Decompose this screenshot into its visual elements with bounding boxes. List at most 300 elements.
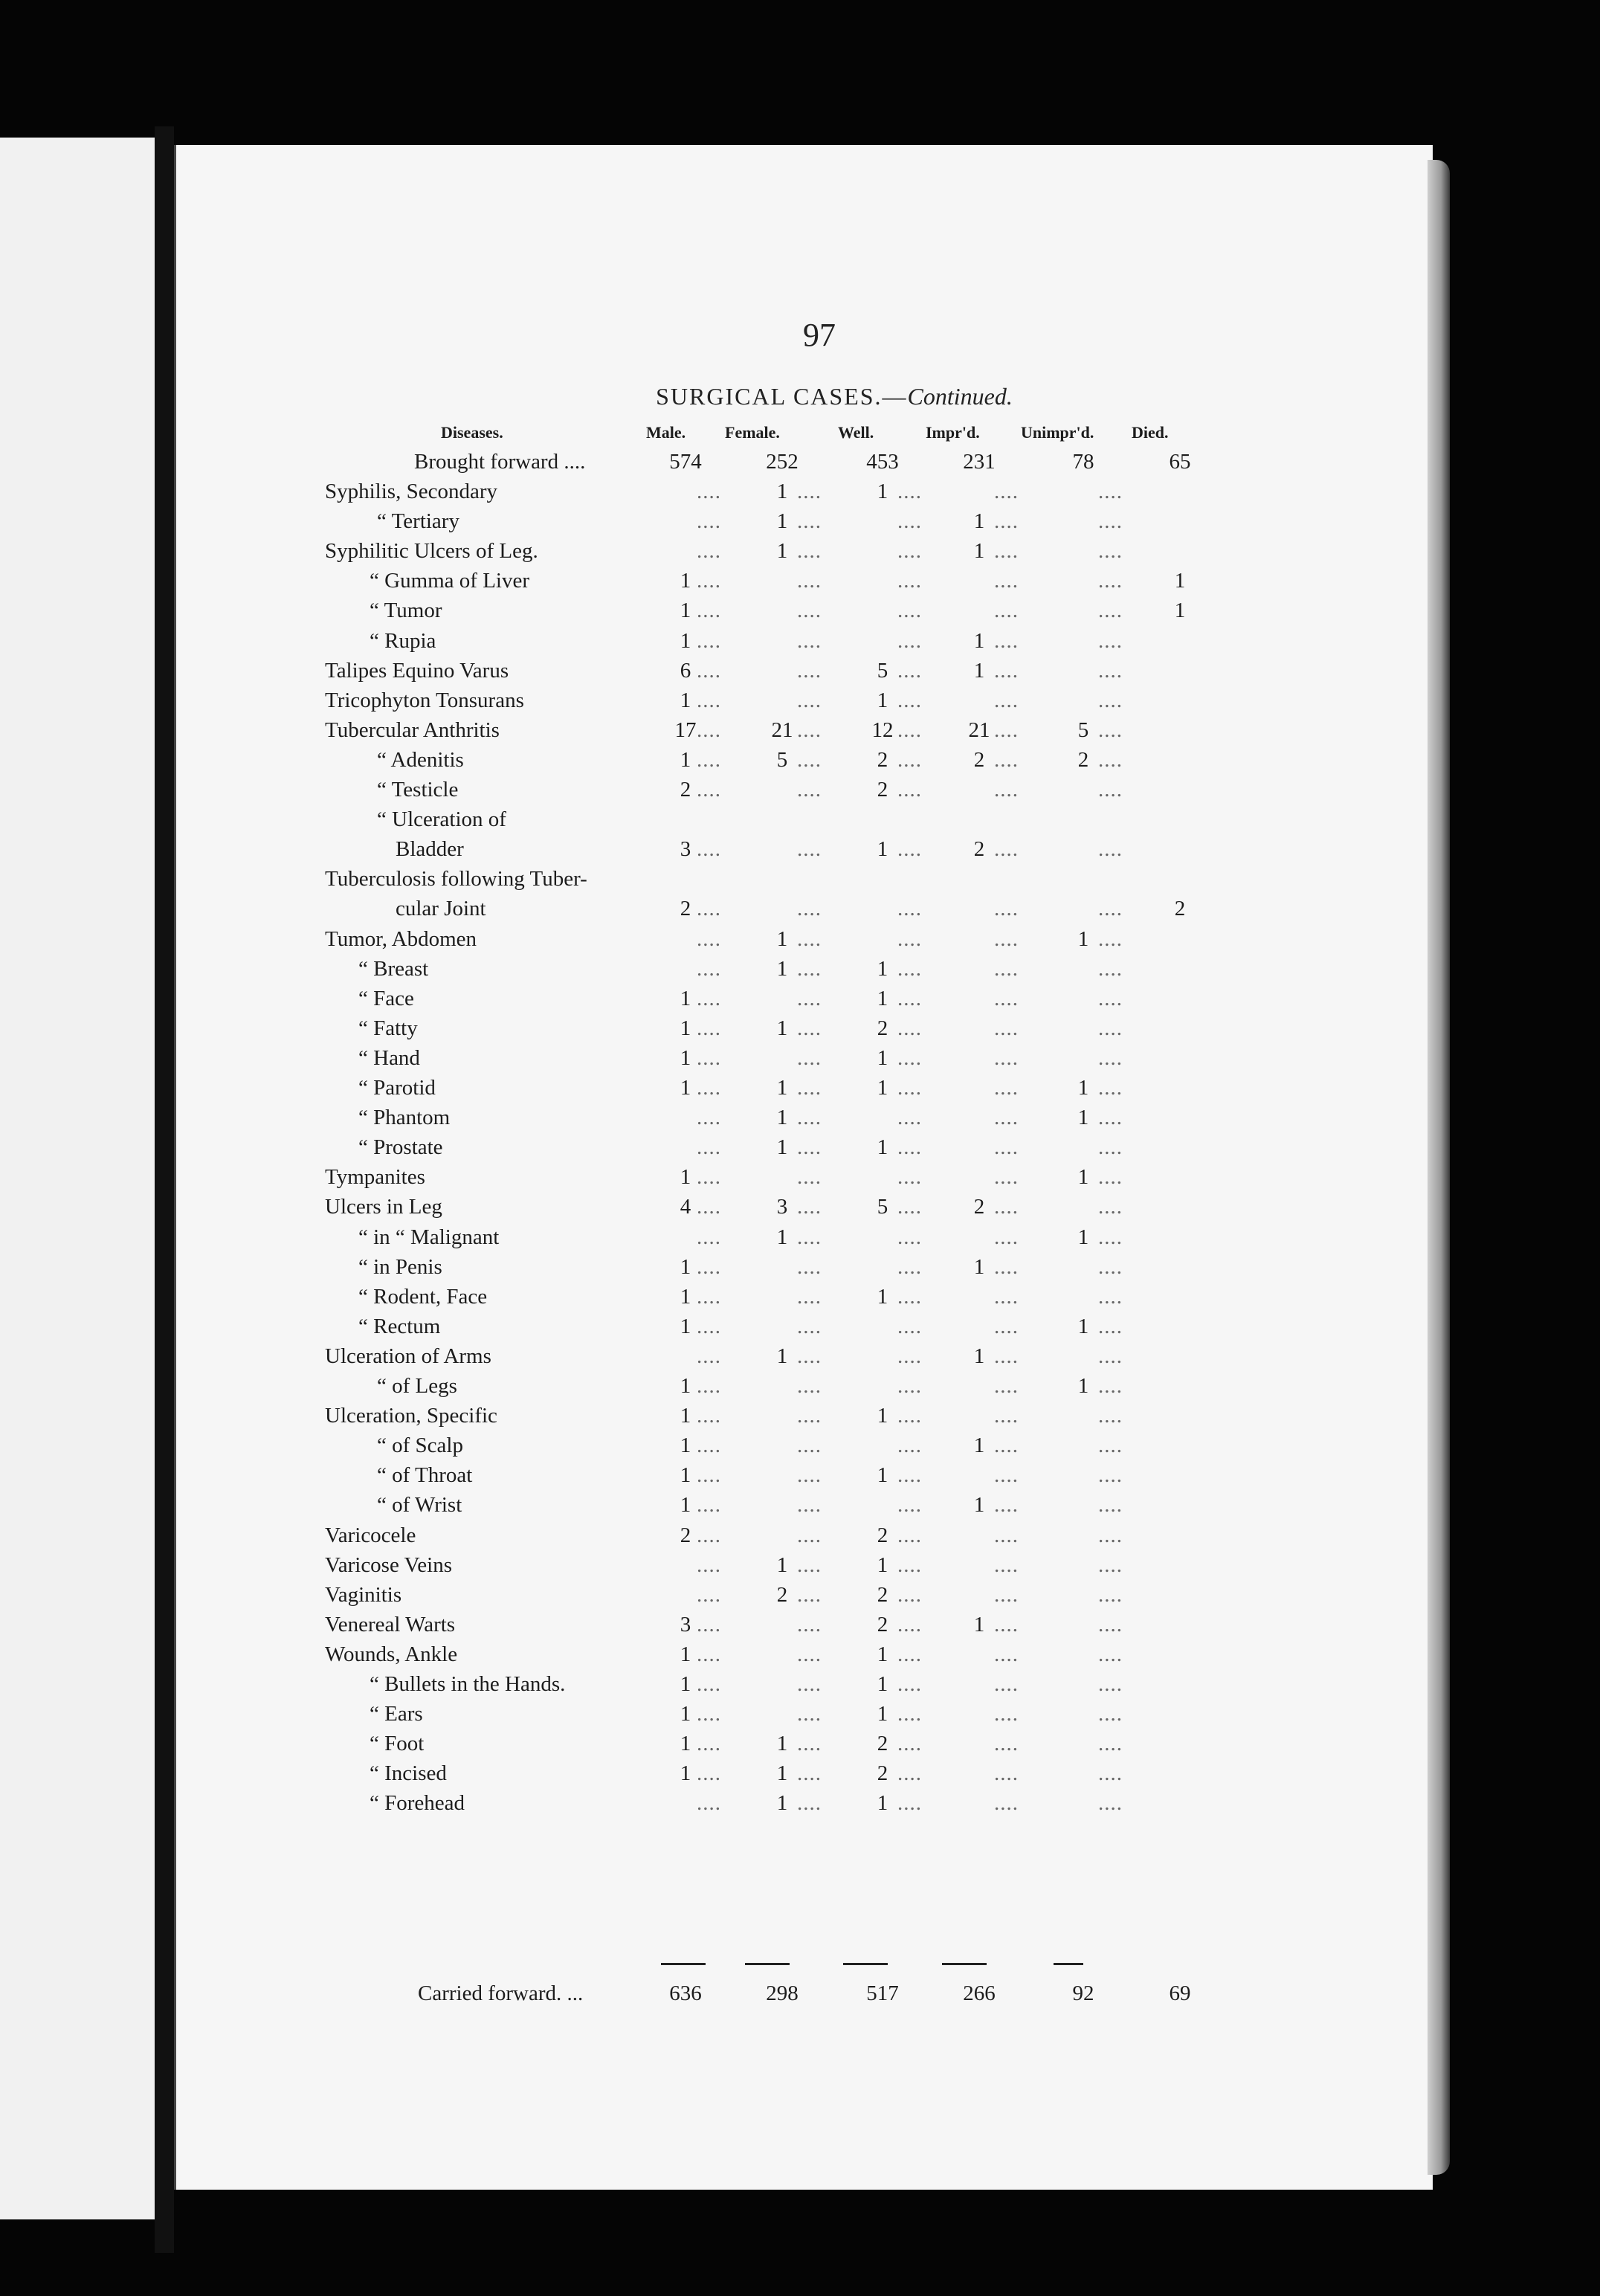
dot-leader: .... [1098,718,1123,742]
disease-label: “ Prostate [358,1135,443,1160]
disease-label: “ Tertiary [377,509,459,534]
dot-leader: .... [1098,1165,1123,1190]
cell-well: 2 [877,747,888,772]
dot-leader: .... [1098,688,1123,712]
disease-label: Tubercular Anthritis [325,718,500,742]
cell-unimpr: 2 [1077,747,1089,772]
table-row [176,1285,1433,1315]
dot-leader: .... [797,1404,822,1428]
dot-leader: .... [1098,628,1123,653]
brought-forward-female: 252 [766,450,799,474]
dot-leader: .... [994,1045,1019,1070]
disease-label: “ Fatty [358,1016,418,1040]
table-row [176,1553,1433,1583]
dot-leader: .... [697,718,721,742]
dot-leader: .... [1098,1672,1123,1696]
dot-leader: .... [797,1791,822,1816]
cell-male: 4 [680,1195,691,1219]
table-row [176,1702,1433,1732]
cell-impr: 1 [973,539,985,564]
cell-well: 2 [877,778,888,802]
cell-male: 1 [680,1761,691,1786]
dot-leader: .... [994,1254,1019,1279]
carried-forward-well: 517 [866,1981,899,2005]
dot-leader: .... [994,1612,1019,1636]
dot-leader: .... [897,1374,922,1398]
cell-well: 2 [877,1582,888,1607]
cell-male: 1 [680,1732,691,1756]
total-rule-female [745,1963,790,1965]
dot-leader: .... [1098,1344,1123,1368]
dot-leader: .... [1098,1195,1123,1219]
dot-leader: .... [1098,1016,1123,1040]
dot-leader: .... [897,1642,922,1666]
cell-well: 2 [877,1016,888,1040]
disease-label: “ Tumor [370,599,442,623]
dot-leader: .... [1098,1642,1123,1666]
cell-well: 1 [877,1076,888,1100]
table-row [176,1761,1433,1791]
cell-female: 1 [776,1791,788,1816]
dot-leader: .... [797,1344,822,1368]
dot-leader: .... [1098,1463,1123,1488]
table-row [176,957,1433,987]
cell-well: 1 [877,837,888,862]
table-row [176,1642,1433,1672]
dot-leader: .... [1098,1552,1123,1577]
dot-leader: .... [797,956,822,981]
table-row [176,629,1433,659]
dot-leader: .... [994,1463,1019,1488]
cell-unimpr: 1 [1077,1076,1089,1100]
header-died: Died. [1132,423,1169,442]
dot-leader: .... [994,1672,1019,1696]
dot-leader: .... [994,1225,1019,1249]
dot-leader: .... [897,1523,922,1547]
book-gutter [155,126,174,2253]
document-page [174,145,1433,2190]
table-row [176,1404,1433,1434]
cell-impr: 1 [973,658,985,683]
cell-impr: 1 [973,1344,985,1368]
table-row [176,837,1433,867]
cell-female: 1 [776,1076,788,1100]
table-row [176,1225,1433,1255]
dot-leader: .... [994,747,1019,772]
dot-leader: .... [897,628,922,653]
dot-leader: .... [697,837,721,862]
dot-leader: .... [1098,1434,1123,1458]
table-row [176,1195,1433,1225]
dot-leader: .... [994,1434,1019,1458]
dot-leader: .... [797,718,822,742]
cell-male: 2 [680,897,691,921]
disease-label: “ of Scalp [377,1434,463,1458]
table-row [176,1672,1433,1702]
dot-leader: .... [797,1493,822,1518]
cell-impr: 1 [973,1612,985,1636]
disease-label: Talipes Equino Varus [325,658,509,683]
cell-male: 1 [680,1254,691,1279]
table-row [176,1493,1433,1523]
dot-leader: .... [697,509,721,534]
cell-female: 5 [776,747,788,772]
cell-male: 1 [680,1463,691,1488]
header-well: Well. [838,423,874,442]
cell-female: 21 [771,718,793,742]
table-row [176,1106,1433,1135]
dot-leader: .... [697,1045,721,1070]
dot-leader: .... [797,926,822,951]
dot-leader: .... [797,897,822,921]
cell-unimpr: 1 [1077,1314,1089,1338]
dot-leader: .... [1098,1314,1123,1338]
cell-well: 12 [871,718,894,742]
cell-unimpr: 1 [1077,1374,1089,1398]
dot-leader: .... [994,1284,1019,1309]
dot-leader: .... [797,1225,822,1249]
cell-well: 5 [877,658,888,683]
dot-leader: .... [994,1552,1019,1577]
disease-label: “ Face [358,986,414,1010]
dot-leader: .... [994,926,1019,951]
dot-leader: .... [897,1016,922,1040]
dot-leader: .... [897,1076,922,1100]
cell-died: 1 [1174,599,1186,623]
dot-leader: .... [897,658,922,683]
dot-leader: .... [897,1284,922,1309]
cell-female: 1 [776,509,788,534]
dot-leader: .... [797,1314,822,1338]
table-row [176,1344,1433,1374]
table-row [176,689,1433,718]
dot-leader: .... [897,1702,922,1726]
cell-died: 2 [1174,897,1186,921]
disease-label: “ of Legs [377,1374,457,1398]
dot-leader: .... [697,1016,721,1040]
dot-leader: .... [1098,1702,1123,1726]
header-diseases: Diseases. [441,423,503,442]
dot-leader: .... [697,1702,721,1726]
cell-female: 1 [776,1344,788,1368]
cell-unimpr: 1 [1077,1106,1089,1130]
dot-leader: .... [1098,1732,1123,1756]
dot-leader: .... [797,1761,822,1786]
cell-female: 1 [776,480,788,503]
table-row [176,1463,1433,1493]
header-improved: Impr'd. [926,423,980,442]
cell-male: 1 [680,688,691,712]
cell-female: 1 [776,1761,788,1786]
dot-leader: .... [697,1523,721,1547]
carried-forward-unimproved: 92 [1072,1981,1094,2005]
dot-leader: .... [897,599,922,623]
cell-female: 1 [776,1225,788,1249]
dot-leader: .... [897,718,922,742]
cell-female: 1 [776,1135,788,1160]
cell-male: 3 [680,837,691,862]
table-row [176,599,1433,628]
brought-forward-label: Brought forward .... [414,450,586,474]
dot-leader: .... [994,956,1019,981]
dot-leader: .... [994,718,1019,742]
cell-well: 2 [877,1761,888,1786]
dot-leader: .... [797,1552,822,1577]
dot-leader: .... [797,1195,822,1219]
dot-leader: .... [797,1106,822,1130]
dot-leader: .... [697,658,721,683]
dot-leader: .... [697,778,721,802]
table-row [176,807,1433,837]
disease-label: Bladder [396,837,464,862]
cell-well: 1 [877,1642,888,1666]
disease-label: Venereal Warts [325,1612,456,1636]
table-row [176,1135,1433,1165]
dot-leader: .... [994,1195,1019,1219]
dot-leader: .... [697,1434,721,1458]
dot-leader: .... [797,1732,822,1756]
dot-leader: .... [994,1404,1019,1428]
dot-leader: .... [697,956,721,981]
cell-well: 1 [877,1135,888,1160]
cell-well: 1 [877,1045,888,1070]
disease-label: Tympanites [325,1165,425,1190]
dot-leader: .... [797,1076,822,1100]
table-row [176,480,1433,509]
dot-leader: .... [697,1284,721,1309]
disease-label: Syphilitic Ulcers of Leg. [325,539,538,564]
dot-leader: .... [697,628,721,653]
dot-leader: .... [1098,956,1123,981]
total-rule-unimproved [1054,1963,1083,1965]
dot-leader: .... [994,1344,1019,1368]
disease-label: “ Incised [370,1761,447,1786]
dot-leader: .... [994,897,1019,921]
cell-male: 2 [680,1523,691,1547]
dot-leader: .... [697,1374,721,1398]
cell-male: 1 [680,1642,691,1666]
dot-leader: .... [697,1463,721,1488]
table-row [176,897,1433,926]
dot-leader: .... [697,986,721,1010]
cell-well: 1 [877,956,888,981]
table-row [176,569,1433,599]
dot-leader: .... [797,1374,822,1398]
dot-leader: .... [797,1642,822,1666]
table-row [176,1016,1433,1046]
dot-leader: .... [994,1135,1019,1160]
disease-label: “ Rupia [370,628,436,653]
dot-leader: .... [1098,1523,1123,1547]
dot-leader: .... [897,539,922,564]
table-row [176,1374,1433,1404]
cell-male: 1 [680,1672,691,1696]
dot-leader: .... [994,1106,1019,1130]
cell-impr: 21 [968,718,990,742]
disease-label: Varicose Veins [325,1552,453,1577]
dot-leader: .... [897,1732,922,1756]
cell-male: 1 [680,986,691,1010]
dot-leader: .... [797,658,822,683]
total-rule-male [661,1963,706,1965]
dot-leader: .... [797,778,822,802]
dot-leader: .... [797,509,822,534]
dot-leader: .... [1098,1254,1123,1279]
dot-leader: .... [897,1135,922,1160]
dot-leader: .... [697,480,721,503]
dot-leader: .... [897,1344,922,1368]
dot-leader: .... [797,1284,822,1309]
dot-leader: .... [797,986,822,1010]
header-unimproved: Unimpr'd. [1021,423,1094,442]
dot-leader: .... [897,1612,922,1636]
cell-impr: 1 [973,1254,985,1279]
dot-leader: .... [697,1225,721,1249]
cell-unimpr: 1 [1077,926,1089,951]
disease-label: Wounds, Ankle [325,1642,458,1666]
dot-leader: .... [797,599,822,623]
cell-impr: 1 [973,1493,985,1518]
cell-female: 3 [776,1195,788,1219]
disease-label: cular Joint [396,897,486,921]
header-female: Female. [725,423,780,442]
cell-impr: 2 [973,747,985,772]
dot-leader: .... [994,1582,1019,1607]
dot-leader: .... [797,1523,822,1547]
disease-label: “ of Wrist [377,1493,462,1518]
dot-leader: .... [994,509,1019,534]
cell-female: 1 [776,926,788,951]
dot-leader: .... [897,1254,922,1279]
cell-well: 1 [877,1702,888,1726]
cell-well: 5 [877,1195,888,1219]
disease-label: “ Hand [358,1045,420,1070]
dot-leader: .... [1098,1284,1123,1309]
dot-leader: .... [897,1195,922,1219]
dot-leader: .... [897,1404,922,1428]
cell-male: 1 [680,599,691,623]
dot-leader: .... [1098,1374,1123,1398]
dot-leader: .... [897,1463,922,1488]
cell-male: 1 [680,1702,691,1726]
dot-leader: .... [797,837,822,862]
dot-leader: .... [1098,1493,1123,1518]
dot-leader: .... [697,1254,721,1279]
dot-leader: .... [1098,539,1123,564]
dot-leader: .... [697,897,721,921]
carried-forward-died: 69 [1169,1981,1191,2005]
dot-leader: .... [897,747,922,772]
dot-leader: .... [697,1642,721,1666]
dot-leader: .... [797,1612,822,1636]
dot-leader: .... [994,1761,1019,1786]
table-title-main: SURGICAL CASES.— [656,383,908,410]
carried-forward-row [176,1981,1433,2011]
cell-male: 2 [680,778,691,802]
dot-leader: .... [797,688,822,712]
dot-leader: .... [1098,926,1123,951]
disease-label: Ulceration of Arms [325,1344,491,1368]
dot-leader: .... [697,1344,721,1368]
table-row [176,1434,1433,1463]
dot-leader: .... [697,1314,721,1338]
dot-leader: .... [994,539,1019,564]
disease-label: “ Ulceration of [377,807,506,832]
dot-leader: .... [1098,1045,1123,1070]
dot-leader: .... [1098,509,1123,534]
brought-forward-well: 453 [866,450,899,474]
cell-male: 1 [680,1493,691,1518]
dot-leader: .... [897,569,922,593]
table-row [176,509,1433,539]
dot-leader: .... [994,1523,1019,1547]
dot-leader: .... [697,569,721,593]
total-rule-well [843,1963,888,1965]
brought-forward-row [176,450,1433,480]
dot-leader: .... [697,1732,721,1756]
dot-leader: .... [1098,658,1123,683]
dot-leader: .... [994,1314,1019,1338]
dot-leader: .... [697,1552,721,1577]
cell-impr: 1 [973,628,985,653]
cell-died: 1 [1174,569,1186,593]
cell-well: 1 [877,1552,888,1577]
cell-male: 1 [680,569,691,593]
cell-female: 2 [776,1582,788,1607]
cell-well: 1 [877,986,888,1010]
dot-leader: .... [1098,1135,1123,1160]
cell-male: 1 [680,1404,691,1428]
dot-leader: .... [897,1582,922,1607]
cell-male: 3 [680,1612,691,1636]
dot-leader: .... [797,1434,822,1458]
dot-leader: .... [994,658,1019,683]
disease-label: “ in “ Malignant [358,1225,500,1249]
disease-label: “ of Throat [377,1463,473,1488]
disease-label: “ Bullets in the Hands. [370,1672,566,1696]
table-row [176,1791,1433,1821]
cell-female: 1 [776,1016,788,1040]
cell-well: 1 [877,1791,888,1816]
dot-leader: .... [697,1165,721,1190]
disease-label: “ Gumma of Liver [370,569,530,593]
dot-leader: .... [1098,747,1123,772]
disease-label: “ Foot [370,1732,425,1756]
dot-leader: .... [697,688,721,712]
dot-leader: .... [897,1434,922,1458]
dot-leader: .... [697,747,721,772]
brought-forward-improved: 231 [963,450,996,474]
cell-well: 1 [877,1463,888,1488]
page-edge [1428,160,1450,2175]
cell-well: 1 [877,1672,888,1696]
disease-label: Tumor, Abdomen [325,926,477,951]
cell-well: 2 [877,1732,888,1756]
disease-label: “ Rodent, Face [358,1284,488,1309]
table-row [176,1255,1433,1285]
cell-female: 1 [776,539,788,564]
dot-leader: .... [994,1702,1019,1726]
table-row [176,1732,1433,1761]
dot-leader: .... [897,688,922,712]
cell-impr: 2 [973,1195,985,1219]
dot-leader: .... [1098,1225,1123,1249]
dot-leader: .... [697,1195,721,1219]
disease-label: Tuberculosis following Tuber- [325,867,587,891]
cell-female: 1 [776,1106,788,1130]
disease-label: “ in Penis [358,1254,442,1279]
dot-leader: .... [797,1702,822,1726]
